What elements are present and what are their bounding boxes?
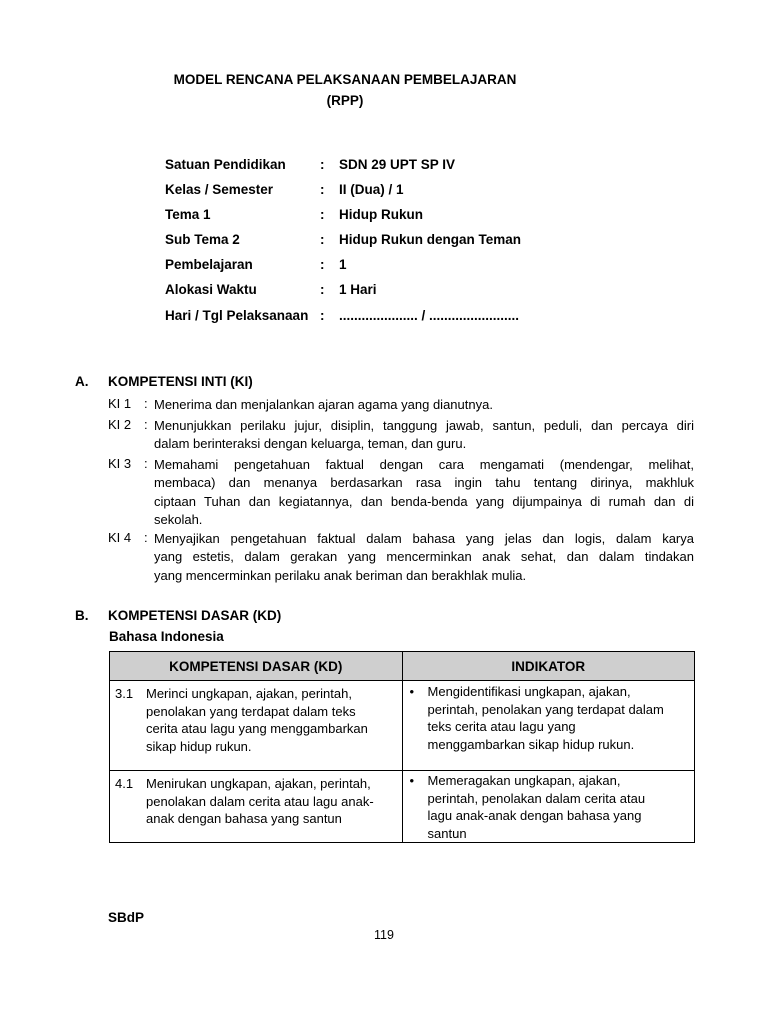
- indikator-text-line: menggambarkan sikap hidup rukun.: [427, 736, 635, 752]
- info-label-satuan: Satuan Pendidikan: [165, 157, 286, 172]
- indikator-text-line: santun: [427, 825, 467, 841]
- ki-text-line: ciptaan Tuhan dan kegiatannya, dan benda-benda yang dijumpainya di rumah dan di: [154, 493, 694, 509]
- ki-text-line: yang estetis, dalam gerakan yang mencerminkan anak sehat, dan dalam tindakan: [154, 549, 694, 565]
- info-value-hari: ..................... / ........................: [339, 308, 520, 323]
- indikator-text-line: lagu anak-anak dengan bahasa yang: [427, 808, 642, 823]
- ki-text-line: Menunjukkan perilaku jujur, disiplin, tanggung jawab, santun, peduli, dan percaya diri: [154, 418, 694, 433]
- kd-number: 4.1: [115, 776, 134, 791]
- section-a-title: KOMPETENSI INTI (KI): [108, 374, 253, 389]
- section-a-letter: A.: [75, 374, 89, 389]
- indikator-text-line: perintah, penolakan dalam cerita atau: [427, 790, 646, 806]
- kd-cell: [110, 681, 403, 771]
- indikator-text-line: Memeragakan ungkapan, ajakan,: [427, 773, 621, 788]
- info-value-kelas: II (Dua) / 1: [339, 182, 404, 197]
- bullet-icon: •: [409, 773, 415, 788]
- ki-text-line: Memahami pengetahuan faktual dengan cara mengamati (mendengar, melihat,: [154, 457, 694, 472]
- info-label-kelas: Kelas / Semester: [165, 182, 274, 197]
- section-b-title: KOMPETENSI DASAR (KD): [108, 608, 282, 623]
- kd-text-line: penolakan dalam cerita atau lagu anak-: [146, 793, 374, 809]
- kd-text-line: cerita atau lagu yang menggambarkan: [146, 721, 368, 736]
- table-header-row: [110, 652, 695, 681]
- ki-code: KI 3: [108, 456, 132, 471]
- kd-text-line: sikap hidup rukun.: [146, 738, 252, 754]
- info-colon: :: [320, 232, 325, 247]
- info-value-satuan: SDN 29 UPT SP IV: [339, 157, 456, 172]
- info-label-pembelajaran: Pembelajaran: [165, 257, 253, 272]
- indikator-text: [428, 683, 664, 753]
- ki-text-line: Menerima dan menjalankan ajaran agama yang dianutnya.: [154, 397, 493, 412]
- info-label-alokasi: Alokasi Waktu: [165, 282, 257, 297]
- ki-text: [154, 530, 694, 585]
- info-colon: :: [320, 308, 325, 323]
- kd-column-header: KOMPETENSI DASAR (KD): [110, 652, 403, 681]
- table-row: [110, 681, 695, 771]
- table-row: [110, 771, 695, 843]
- ki-colon: :: [144, 417, 148, 432]
- info-label-subtema: Sub Tema 2: [165, 232, 240, 247]
- ki-code: KI 1: [108, 396, 132, 411]
- section-b-letter: B.: [75, 608, 89, 623]
- kd-text: [146, 685, 368, 755]
- ki-text-line: yang mencerminkan perilaku anak beriman dan berakhlak mulia.: [154, 567, 527, 583]
- ki-colon: :: [144, 456, 148, 471]
- kd-text-line: penolakan yang terdapat dalam teks: [146, 703, 356, 719]
- info-colon: :: [320, 207, 325, 222]
- ki-text: [154, 396, 694, 414]
- kd-cell: [110, 771, 403, 843]
- kd-text-line: anak dengan bahasa yang santun: [146, 811, 342, 826]
- info-colon: :: [320, 257, 325, 272]
- kd-text: [146, 775, 374, 828]
- kd-number: 3.1: [115, 686, 134, 701]
- info-value-pembelajaran: 1: [339, 257, 347, 272]
- kd-text-line: Menirukan ungkapan, ajakan, perintah,: [146, 776, 371, 791]
- document-subtitle: (RPP): [326, 93, 364, 108]
- info-value-alokasi: 1 Hari: [339, 282, 377, 297]
- ki-code: KI 2: [108, 417, 132, 432]
- indikator-text: [428, 772, 646, 842]
- indikator-text-line: Mengidentifikasi ungkapan, ajakan,: [427, 684, 631, 699]
- ki-colon: :: [144, 530, 148, 545]
- info-value-tema: Hidup Rukun: [339, 207, 423, 222]
- info-colon: :: [320, 282, 325, 297]
- indikator-cell: [402, 681, 694, 771]
- ki-code: KI 4: [108, 530, 132, 545]
- ki-text-line: dalam berinteraksi dengan keluarga, teman, dan guru.: [154, 436, 467, 452]
- info-label-hari: Hari / Tgl Pelaksanaan: [165, 308, 309, 323]
- ki-text: [154, 456, 694, 529]
- ki-text: [154, 417, 694, 454]
- kd-text-line: Merinci ungkapan, ajakan, perintah,: [146, 686, 352, 701]
- page-number: 119: [374, 928, 394, 942]
- info-value-subtema: Hidup Rukun dengan Teman: [339, 232, 521, 247]
- kd-table: [109, 651, 695, 843]
- ki-text-line: membaca) dan menanya berdasarkan rasa ingin tahu tentang dirinya, makhluk: [154, 475, 694, 491]
- document-title: MODEL RENCANA PELAKSANAAN PEMBELAJARAN: [173, 72, 517, 87]
- ki-text-line: Menyajikan pengetahuan faktual dalam bahasa yang jelas dan logis, dalam karya: [154, 531, 694, 546]
- ki-text-line: sekolah.: [154, 511, 203, 527]
- info-colon: :: [320, 182, 325, 197]
- indikator-column-header: INDIKATOR: [402, 652, 694, 681]
- bullet-icon: •: [409, 684, 415, 699]
- info-label-tema: Tema 1: [165, 207, 211, 222]
- indikator-text-line: teks cerita atau lagu yang: [427, 719, 576, 734]
- subject-label: Bahasa Indonesia: [109, 629, 224, 644]
- ki-colon: :: [144, 396, 148, 411]
- indikator-cell: [402, 771, 694, 843]
- indikator-text-line: perintah, penolakan yang terdapat dalam: [427, 701, 664, 717]
- next-subject-label: SBdP: [108, 910, 145, 925]
- info-colon: :: [320, 157, 325, 172]
